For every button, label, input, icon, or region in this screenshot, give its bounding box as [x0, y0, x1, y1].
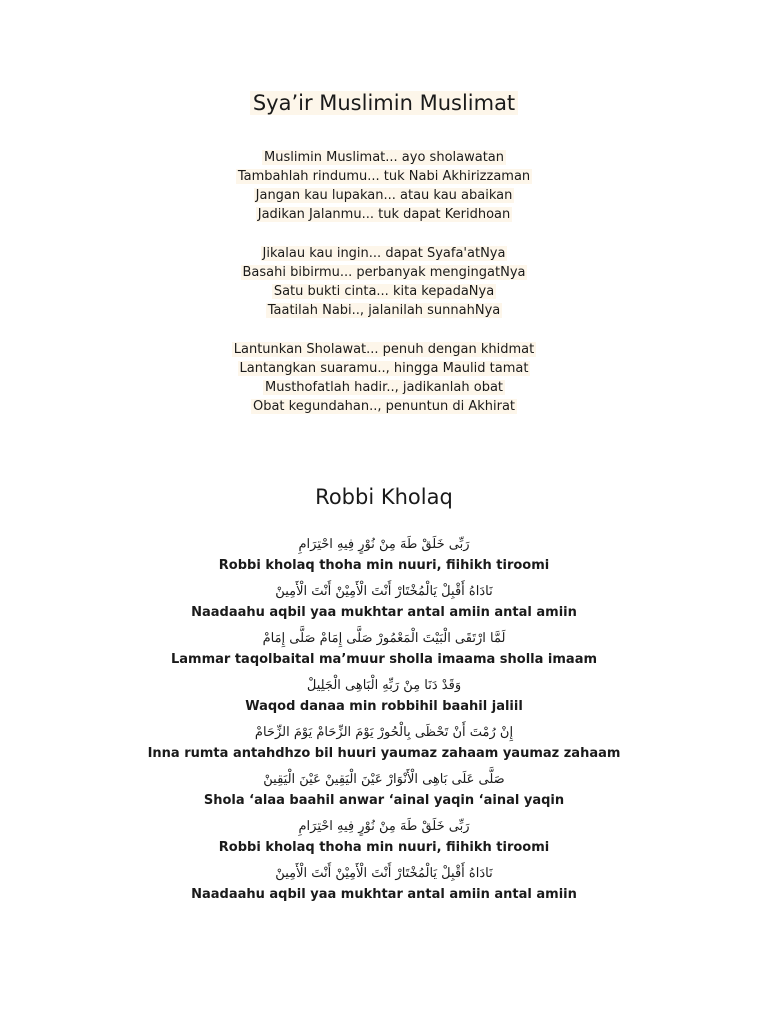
- verse-transliteration: Shola ‘alaa baahil anwar ‘ainal yaqin ‘ainal yaqin: [203, 793, 565, 808]
- stanza-line: Tambahlah rindumu... tuk Nabi Akhirizzaman: [237, 169, 531, 184]
- stanza-line: Lantangkan suaramu.., hingga Maulid tamat: [239, 361, 529, 376]
- verse-arabic: إِنْ رُمْتَ أَنْ تَحْظَى بِالْحُورْ يَوْمَ الزِّحَامْ يَوْمَ الزِّحَامْ: [254, 725, 514, 740]
- stanza-line: Jikalau kau ingin... dapat Syafa'atNya: [262, 246, 506, 261]
- verse: [0, 815, 768, 862]
- verse: [0, 768, 768, 815]
- stanza-line: Obat kegundahan.., penuntun di Akhirat: [252, 399, 516, 414]
- poem-title-text: Sya’ir Muslimin Muslimat: [250, 91, 518, 115]
- verse-arabic: رَبِّى خَلَقْ طَهَ مِنْ نُوْرٍ فِيهِ احْتِرَامِ: [298, 537, 470, 552]
- stanza-line: Lantunkan Sholawat... penuh dengan khidmat: [233, 342, 535, 357]
- poem-stanzas: [0, 148, 768, 436]
- verse-arabic: نَادَاهُ أَقْبِلْ يَالْمُخْتَارْ أَنْتَ الْأَمِيْنْ أَنْتَ الْأَمِينْ: [275, 584, 493, 599]
- verse-transliteration: Robbi kholaq thoha min nuuri, fiihikh tiroomi: [218, 558, 550, 573]
- stanza: [0, 148, 768, 224]
- song-title: Robbi Kholaq: [315, 485, 453, 509]
- verse: [0, 627, 768, 674]
- verse-transliteration: Naadaahu aqbil yaa mukhtar antal amiin antal amiin: [191, 605, 577, 620]
- verse-arabic: صَلَّى عَلَى بَاهِى الْأَنْوَارْ عَيْنَ الْيَقِينْ عَيْنَ الْيَقِينْ: [263, 772, 505, 787]
- verse: [0, 674, 768, 721]
- stanza-line: Jangan kau lupakan... atau kau abaikan: [255, 188, 513, 203]
- verse-transliteration: Naadaahu aqbil yaa mukhtar antal amiin antal amiin: [191, 887, 577, 902]
- stanza-line: Musthofatlah hadir.., jadikanlah obat: [264, 380, 504, 395]
- stanza: [0, 244, 768, 320]
- stanza-line: Jadikan Jalanmu... tuk dapat Keridhoan: [257, 207, 511, 222]
- verse-transliteration: Waqod danaa min robbihil baahil jaliil: [245, 699, 523, 714]
- verse-arabic: لَمَّا ارْتَقَى الْبَيْتَ الْمَعْمُورْ صَلَّى إِمَامْ صَلَّى إِمَامْ: [262, 631, 506, 646]
- poem-title: [0, 88, 768, 118]
- verse: [0, 721, 768, 768]
- stanza: [0, 340, 768, 416]
- verse: [0, 862, 768, 909]
- verse-arabic: رَبِّى خَلَقْ طَهَ مِنْ نُوْرٍ فِيهِ احْتِرَامِ: [298, 819, 470, 834]
- verse-transliteration: Lammar taqolbaital ma’muur sholla imaama sholla imaam: [170, 652, 598, 667]
- verse-arabic: وَقَدْ دَنَا مِنْ رَبِّهِ الْبَاهِى الْجَلِيلْ: [306, 678, 462, 693]
- stanza-line: Basahi bibirmu... perbanyak mengingatNya: [242, 265, 526, 280]
- verse-transliteration: Robbi kholaq thoha min nuuri, fiihikh tiroomi: [218, 840, 550, 855]
- verse: [0, 533, 768, 580]
- stanza-line: Satu bukti cinta... kita kepadaNya: [273, 284, 495, 299]
- verse: [0, 580, 768, 627]
- verse-arabic: نَادَاهُ أَقْبِلْ يَالْمُخْتَارْ أَنْتَ الْأَمِيْنْ أَنْتَ الْأَمِينْ: [275, 866, 493, 881]
- stanza-line: Muslimin Muslimat... ayo sholawatan: [264, 150, 504, 165]
- stanza-line: Taatilah Nabi.., jalanilah sunnahNya: [267, 303, 501, 318]
- song-verses: [0, 533, 768, 909]
- verse-transliteration: Inna rumta antahdhzo bil huuri yaumaz zahaam yaumaz zahaam: [147, 746, 621, 761]
